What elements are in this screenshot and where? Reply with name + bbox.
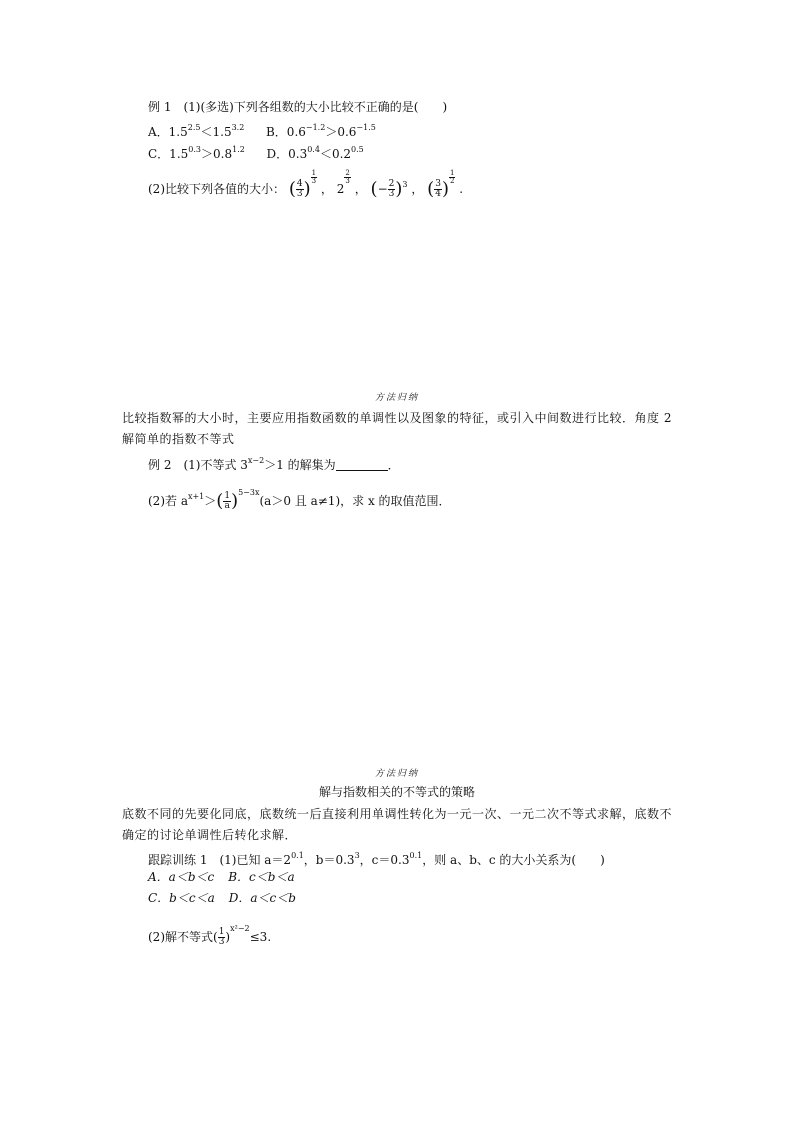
answer-blank[interactable] — [336, 458, 388, 471]
example1-stem: 例 1 (1)(多选)下列各组数的大小比较不正确的是( ) — [148, 100, 448, 114]
training1-part2: (2)解不等式( $\frac{1}{3}$ )$^{x^2-2}$≤3. — [148, 924, 272, 947]
option-d: D．a＜c＜b — [228, 891, 296, 905]
example1-options-row2 — [148, 142, 364, 162]
method-summary2-text: 底数不同的先要化同底，底数统一后直接利用单调性转化为一元一次、一元二次不等式求解，底数不确定的讨论单调性后转化求解． — [122, 807, 673, 842]
example1-options-row1 — [148, 120, 376, 140]
example2-part1: 例 2 (1)不等式 $3^{x-2}>1$ 的解集为 ． — [148, 456, 400, 472]
option-c: C．b＜c＜a — [148, 891, 215, 905]
method-summary-title: 方法归纳 — [374, 393, 419, 403]
training1-stem: 跟踪训练 1 (1)已知 $a=2^{0.1}$，$b=0.3^3$，$c=0.3^{0.1}$，则 a、b、c 的大小关系为( ) — [148, 851, 605, 867]
method-summary2-small-title: 方法归纳 — [374, 769, 419, 779]
example2-part2: (2)若 $a^{x+1}>$( $\frac{1}{a}$ )$^{5-3x}$(a＞0 且 a≠1)，求 x 的取值范围． — [148, 488, 451, 512]
method-summary-text: 比较指数幂的大小时，主要应用指数函数的单调性以及图象的特征，或引入中间数进行比较．角度 2 解简单的指数不等式 — [122, 411, 685, 446]
option-c: C．$1.5^{0.3}>0.8^{1.2}$ — [148, 145, 245, 161]
option-a: A．a＜b＜c — [148, 870, 215, 884]
term-1: ( $\frac{4}{3}$ ) $\frac{1}{3}$ — [288, 169, 317, 200]
option-d: D．$0.3^{0.4}<0.2^{0.5}$ — [266, 145, 364, 161]
term-2: 2 $\frac{2}{3}$ — [336, 169, 350, 196]
option-a: A．$1.5^{2.5}<1.5^{3.2}$ — [148, 123, 245, 139]
term-3: (− $\frac{2}{3}$ )$^3$ — [370, 178, 408, 200]
training1-options-row2 — [148, 890, 296, 906]
option-b: B．c＜b＜a — [228, 870, 295, 884]
term-4: ( $\frac{3}{4}$ ) $\frac{1}{2}$ — [427, 169, 455, 200]
training1-options-row1 — [148, 869, 295, 885]
example1-part2: (2)比较下列各值的大小： ( $\frac{4}{3}$ ) $\frac{1}{3}$ ， 2 $\frac{2}{3}$ ， (− $\frac{2}{3}$ )$^3$ ， ( $\frac{3}{4}$ ) $\frac{1}{2}$ . — [148, 169, 464, 200]
method-summary2-title: 解与指数相关的不等式的策略 — [318, 785, 475, 799]
option-b: B．$0.6^{-1.2}>0.6^{-1.5}$ — [265, 123, 376, 139]
